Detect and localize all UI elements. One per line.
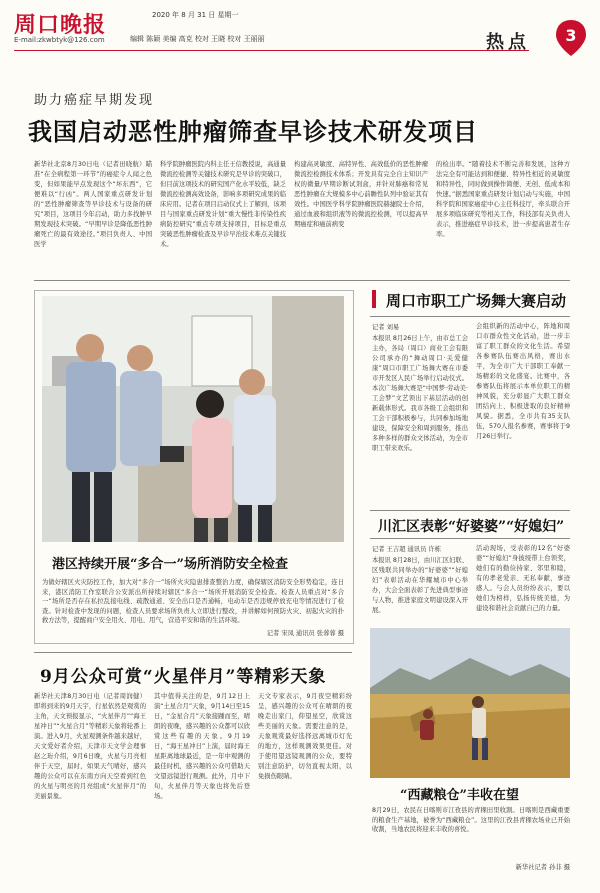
contact-email: E-mail:zkwbtyk@126.com bbox=[14, 36, 105, 44]
section-divider bbox=[34, 280, 570, 281]
editorial-staff: 编辑 陈颖 美编 高克 校对 王晓 校对 王丽丽 bbox=[130, 35, 265, 43]
mars-story-title: 9月公众可赏“火星伴月”等精彩天象 bbox=[40, 667, 327, 687]
photo-story-title: 港区持续开展“多合一”场所消防安全检查 bbox=[52, 557, 288, 572]
square-dance-reporter: 记者 刘易 bbox=[372, 324, 400, 331]
photo-story-body: 为做好辖区火灾防控工作，加大对“多合一”场所火灾隐患排查整治力度，确保辖区消防安全形势稳定，连日来，港区消防工作室联合公安派出所持续对辖区“多合一”场所开展消防安全检查。检查人员重点对“多合一”场所是否存在私拉乱接电线、疏散通道、安全出口是否通畅，电动车是否违规停放充电等情况进行了检查。针对检查中发现的问题，检查人员要求场所负责人立即进行整改，并讲解如何预防火灾、初起火灾的扑救方法等，提醒商户安全用火、用电、用气，营造平安和谐的生活环境。 bbox=[42, 579, 344, 624]
section-name: 热点 bbox=[486, 32, 530, 53]
square-dance-column-2: 会组织新的活动中心，阵地和周口市群众性文化活动，进一步丰富了职工群众的文化生活。希望各参赛队伍赛出风格，赛出水平，为全市广大干部职工奉献一场精彩的文化盛宴。比赛中，各参赛队伍将展示本单位职工的精神风貌，充分彰显广大职工群众团结向上、积极进取的良好精神风貌。据悉，全市共有35支队伍，570人报名参赛，赛事将于9月26日举行。 bbox=[476, 323, 570, 440]
harvest-credit: 新华社记者 孙非 摄 bbox=[515, 864, 570, 871]
mars-story-column-1: 新华社天津8月30日电（记者周润健）即将到来的9月天宇，行星依然是观赏的主角，天文预报显示，“火星伴月”“海王星冲日”“火星合月”等精彩天象将轮番上演。进入9月，火星观测条件越来越好，天文爱好者介绍，天津市天文学会理事赵之珩介绍，9月6日晚，火星与月亮相伴于天空，届时，如果天气晴好，感兴趣的公众可以在东南方向天空看到红色的火星与明亮的月亮组成“火星伴月”的美丽景象。 bbox=[34, 693, 146, 800]
lead-column-2: 科学院肿瘤医院内科主任王信教授说，高通量微流控检测等关键技术研究是早诊的突破口，但目前这项技术的研究国产化水平较低，缺乏微流控检测高效设备，影响多项研究成果的临床应用。记者在项目启动仪式上了解到，该项目与国家重点研发计划“重大慢性非传染性疾病防控研究”重点专项支持项目，目标是重点突破恶性肿瘤检查及早诊早治技术难点关键技术。 bbox=[160, 161, 286, 248]
harvest-photo bbox=[370, 628, 570, 778]
daughter-in-law-divider bbox=[370, 538, 570, 539]
lead-headline: 我国启动恶性肿瘤筛查早诊技术研发项目 bbox=[28, 117, 478, 146]
square-dance-divider bbox=[370, 316, 570, 317]
newspaper-logo: 周口晚报 bbox=[14, 12, 107, 38]
masthead bbox=[0, 0, 600, 74]
page-number-badge-icon bbox=[554, 18, 588, 58]
lead-kicker: 助力癌症早期发现 bbox=[34, 93, 155, 108]
photo-story-credit: 记者 宋凤 通讯员 张蓉蓉 摄 bbox=[266, 630, 344, 637]
lead-column-3: 构建高灵敏度、高特异性、高效低价的恶性肿瘤微流控检测技术体系；开发具有完全自主知识产权的微量/早期诊断试剂盒，并针对肺癌和常见恶性肿瘤在大规模多中心前瞻性队列中验证其有效性。中国医学科学院肿瘤医院赫捷院士介绍，通过血液和组织液等的微流控检测，可以提高早期癌症和癌前病变 bbox=[294, 161, 428, 228]
harvest-title: “西藏粮仓”丰收在望 bbox=[400, 788, 519, 803]
square-dance-title: 周口市职工广场舞大赛启动 bbox=[386, 292, 567, 310]
sidebar-divider bbox=[370, 510, 570, 511]
daughter-in-law-column-1: 本报讯 8月28日，由川汇区妇联、区残联共同举办的“好婆婆”“好媳妇”表彰活动在华耀城市中心举办，大会全面表彰了先进典型事迹与人物，推进家庭文明建设深入开展。 bbox=[372, 557, 468, 614]
lead-column-1: 新华社北京8月30日电（记者田晓航）瞄准“在全病程第一环节”的癌症令人闻之色变，但如果能早点发现这个“坏东西”，它便难以“行凶”。两人国家重点研发计划的“恶性肿瘤筛查等早诊技术与设备的研究”项目，这项目今年启动，助力多找肿早期发现技术突破。“早期早诊是降低恶性肿瘤死亡的最有效途径。”项目负责人、中国医学 bbox=[34, 161, 152, 248]
issue-date: 2020 年 8 月 31 日 星期一 bbox=[152, 11, 239, 19]
lead-column-4: 的检出率。“随着技术不断完善和发展，这种方法完全有可能达到和便捷、特异性相近的灵敏度和特异性，同时做到操作简便、无创、低成本和快速。”据悉国家重点研发计划启动与实施，中国科学院和国家癌症中心主任科技厅，牵头联合开展多项临床研究等相关工作，科技部有关负责人表示，推进癌症早诊技术，进一步提高患者生存率。 bbox=[436, 161, 570, 238]
mars-story-column-2: 其中值得关注的是，9月12日上演“土星合月”天象，9月14日至15日，“金星合月”天象接踵而至，晴朗的夜晚，感兴趣的公众都可以欣赏这些有趣的天象。9月19日，“海王星冲日”上演，届时海王星距离地球最近，是一年中观测的最佳时机，感兴趣的公众可借助天文望远镜进行观测。此外，月中下旬，火星伴月等天象也将先后登场。 bbox=[154, 693, 250, 800]
daughter-in-law-column-2: 活动现场，受表彰的12名“好婆婆”“好媳妇”身披绶带上台领奖，她们有的勤俭持家、邻里和睦，有的孝老爱亲、无私奉献，事迹感人。与会人员纷纷表示，要以她们为榜样，弘扬传统美德，为建设和谐社会贡献自己的力量。 bbox=[476, 545, 570, 612]
masthead-rule bbox=[14, 50, 529, 51]
square-dance-column-1: 本报讯 8月26日上午，由市总工会主办，各局（周口）商业工会有限公司承办的“舞动周口·关爱健康”周口市职工广场舞大赛在市委市开发区人民广场举行启动仪式。本次广场舞大赛是“中国梦·劳动美·工会梦”文艺领出下基层活动的创新载体形式。我市各级工会组织和工会干部积极参与，共同参加场地建设，保障安全和周到服务，推出多种多样的群众文体活动，为全市职工带来欢乐。 bbox=[372, 335, 468, 452]
lower-divider bbox=[34, 652, 352, 653]
harvest-body: 8月29日，农民在日喀则市江孜县的青稞田里收割。日喀则是西藏重要的粮食生产基地，被誉为“西藏粮仓”。这里的江孜县青稞农场业已开始收割，当地农民将迎来丰收的喜悦。 bbox=[372, 807, 570, 833]
daughter-in-law-title: 川汇区表彰“好婆婆”“好媳妇” bbox=[378, 519, 565, 535]
fire-inspection-photo bbox=[42, 296, 344, 542]
title-accent-bar bbox=[372, 290, 376, 308]
daughter-in-law-reporter: 记者 王吉超 通讯员 许栋 bbox=[372, 546, 441, 553]
mars-story-column-3: 天文专家表示，9月夜空精彩纷呈，感兴趣的公众可在晴朗的夜晚走出家门，仰望星空，欣赏这些美丽的天象。需要注意的是，天象观赏最好选择远离城市灯光的地方，这样观测效果更佳。对于使用望远镜观测的公众，要特别注意防护，切勿直视太阳，以免损伤眼睛。 bbox=[258, 693, 352, 780]
page-number: 3 bbox=[565, 26, 577, 45]
